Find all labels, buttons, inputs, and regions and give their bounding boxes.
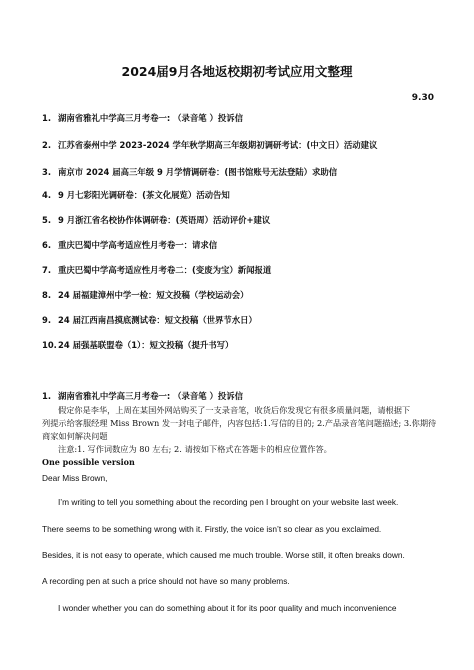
toc-item — [42, 264, 271, 276]
toc-item — [42, 339, 233, 351]
toc-item — [42, 112, 243, 124]
toc-text: 湖南省雅礼中学高三月考卷一: （录音笔 ）投诉信 — [58, 113, 244, 123]
toc-number: 6. — [42, 240, 52, 250]
toc-number: 3. — [42, 167, 52, 177]
toc-item — [42, 314, 257, 326]
toc-text: 9 月浙江省名校协作体调研卷：(英语周）活动评价+建议 — [58, 215, 271, 225]
toc-number: 10. — [42, 340, 57, 350]
page-title: 2024届9月各地返校期初考试应用文整理 — [121, 64, 353, 79]
toc-text: 24 届江西南昌摸底测试卷：短文投稿（世界节水日） — [58, 315, 257, 325]
letter-line: I wonder whether you can do something about it for its poor quality and much inconvenience — [58, 603, 397, 613]
toc-number: 8. — [42, 290, 52, 300]
toc-number: 7. — [42, 265, 52, 275]
prompt-line: 列提示给客服经理 Miss Brown 发一封电子邮件，内容包括:1.写信的目的; 2.产品录音笔问题描述; 3.你期待 — [42, 418, 437, 428]
section-title: 湖南省雅礼中学高三月考卷一: （录音笔 ）投诉信 — [58, 391, 244, 401]
toc-text: 江苏省泰州中学 2023-2024 学年秋学期高三年级期初调研考试：(中文日）活动建议 — [58, 140, 378, 150]
letter-line: A recording pen at such a price should not have so many problems. — [42, 576, 290, 586]
prompt-line: 商家如何解决问题 — [42, 431, 108, 441]
toc-number: 2. — [42, 140, 52, 150]
date-label: 9.30 — [411, 93, 434, 103]
toc-text: 南京市 2024 届高三年级 9 月学情调研卷：(图书馆账号无法登陆）求助信 — [58, 167, 338, 177]
toc-number: 4. — [42, 190, 52, 200]
toc-number: 1. — [42, 113, 52, 123]
letter-line: I’m writing to tell you something about the recording pen I brought on your website last week. — [58, 497, 399, 507]
toc-text: 9 月七彩阳光调研卷：(茶文化展览）活动告知 — [58, 190, 230, 200]
prompt-line: 假定你是李华，上周在某国外网站购买了一支录音笔，收货后你发现它有很多质量问题，请根据下 — [58, 405, 411, 415]
toc-text: 24 届福建漳州中学一检：短文投稿（学校运动会） — [58, 290, 249, 300]
task-prompt — [42, 404, 442, 456]
section-number: 1. — [42, 391, 52, 401]
toc-item — [42, 189, 230, 201]
toc-text: 24 届强基联盟卷（1）：短文投稿（提升书写） — [58, 340, 234, 350]
toc-text: 重庆巴蜀中学高考适应性月考卷二：(变废为宝）新闻报道 — [58, 265, 272, 275]
toc-item — [42, 166, 337, 178]
toc-item — [42, 214, 270, 226]
sample-label: One possible version — [42, 457, 135, 467]
toc-number: 5. — [42, 215, 52, 225]
letter-line: There seems to be something wrong with it. Firstly, the voice isn’t so clear as you exclaimed. — [42, 524, 382, 534]
section-heading — [42, 390, 243, 402]
toc-text: 重庆巴蜀中学高考适应性月考卷一：请求信 — [58, 240, 218, 250]
letter-line: Besides, it is not easy to operate, which caused me much trouble. Worse still, it often breaks down. — [42, 550, 405, 560]
toc-number: 9. — [42, 315, 52, 325]
toc-item — [42, 239, 217, 251]
prompt-note: 注意:1. 写作词数应为 80 左右; 2. 请按如下格式在答题卡的相应位置作答。 — [58, 444, 332, 454]
letter-greeting: Dear Miss Brown, — [42, 473, 108, 483]
toc-item — [42, 289, 248, 301]
toc-item — [42, 139, 377, 151]
